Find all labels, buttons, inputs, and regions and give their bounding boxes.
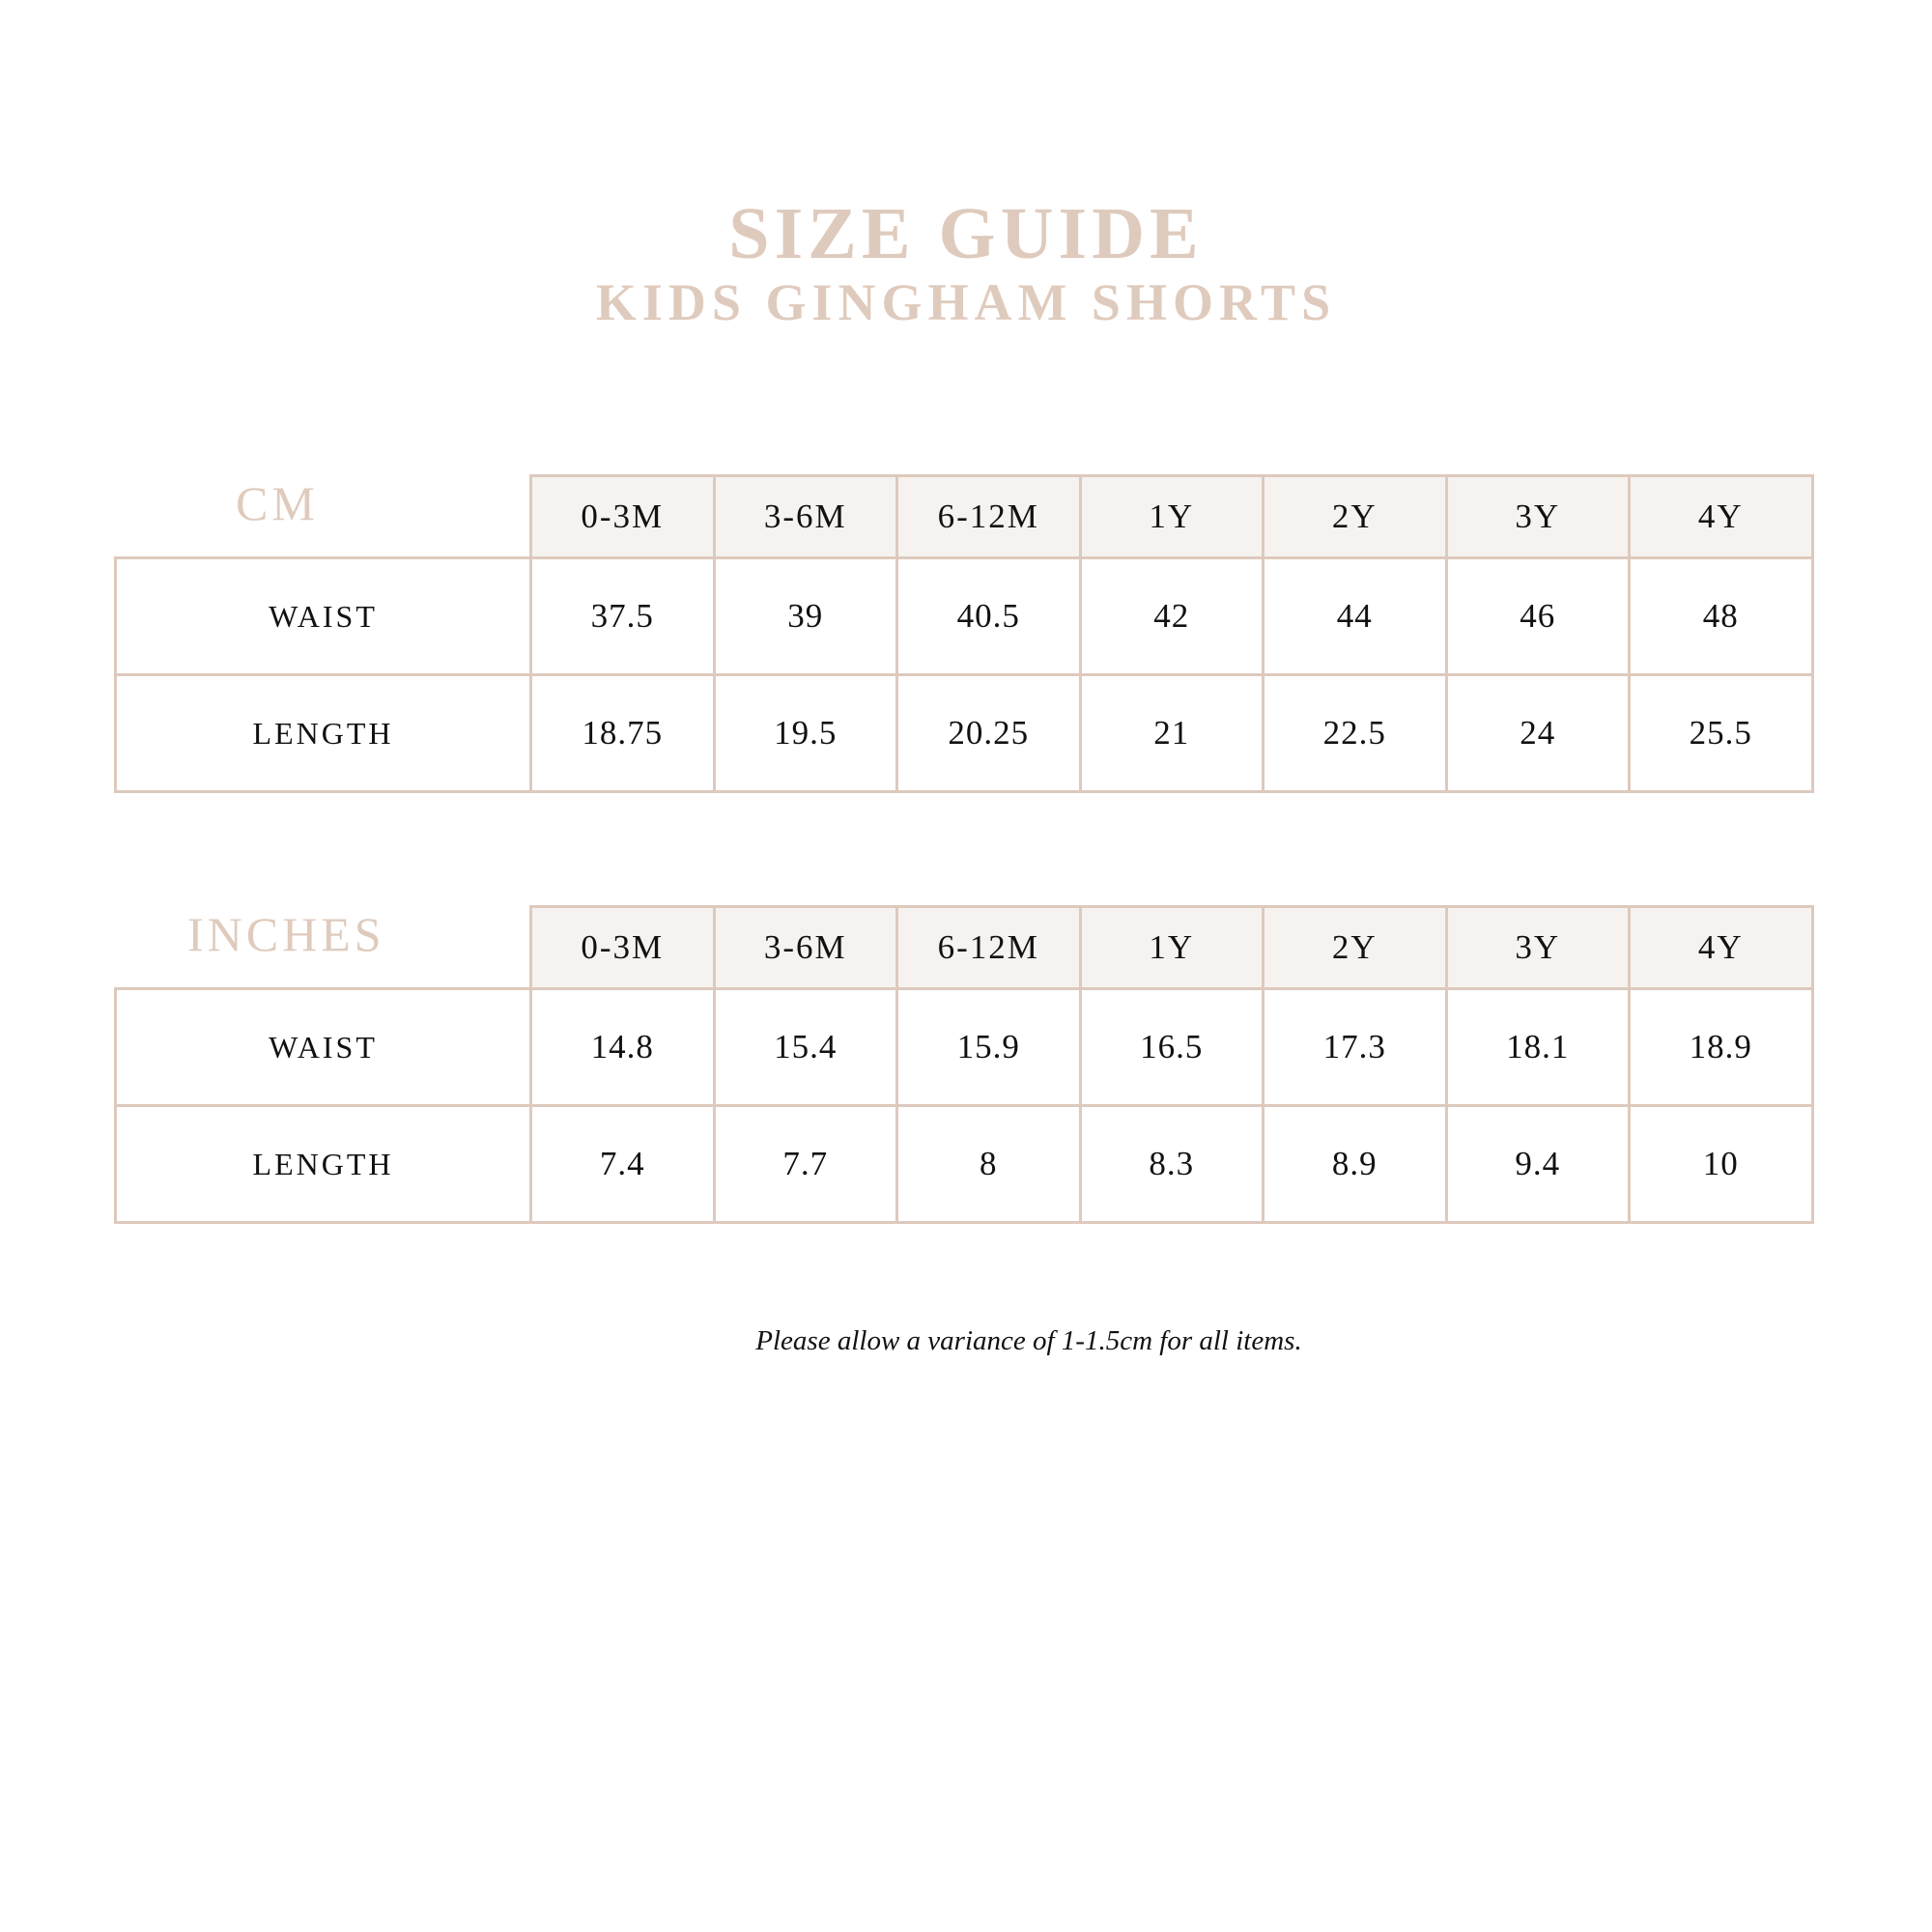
value-cell: 8.9	[1262, 1104, 1448, 1224]
value-cell: 15.9	[895, 987, 1082, 1107]
value-cell: 18.1	[1445, 987, 1632, 1107]
size-header-cell: 2Y	[1262, 474, 1448, 559]
value-cell: 10	[1628, 1104, 1814, 1224]
value-cell: 7.4	[529, 1104, 716, 1224]
value-cell: 8.3	[1079, 1104, 1265, 1224]
size-header-cell: 3Y	[1445, 474, 1632, 559]
row-label: WAIST	[114, 987, 532, 1107]
value-cell: 21	[1079, 673, 1265, 793]
value-cell: 20.25	[895, 673, 1082, 793]
size-header-cell: 1Y	[1079, 474, 1265, 559]
row-label: LENGTH	[114, 1104, 532, 1224]
value-cell: 22.5	[1262, 673, 1448, 793]
value-cell: 7.7	[713, 1104, 899, 1224]
page-title: SIZE GUIDE	[728, 193, 1204, 274]
value-cell: 18.9	[1628, 987, 1814, 1107]
size-header-cell: 1Y	[1079, 905, 1265, 990]
value-cell: 16.5	[1079, 987, 1265, 1107]
variance-note: Please allow a variance of 1-1.5cm for all items.	[755, 1325, 1302, 1356]
unit-label-inches: INCHES	[187, 907, 385, 961]
size-header-cell: 6-12M	[895, 905, 1082, 990]
size-header-cell: 3-6M	[713, 905, 899, 990]
value-cell: 39	[713, 556, 899, 676]
value-cell: 25.5	[1628, 673, 1814, 793]
size-header-cell: 0-3M	[529, 905, 716, 990]
page-subtitle: KIDS GINGHAM SHORTS	[595, 273, 1337, 331]
value-cell: 17.3	[1262, 987, 1448, 1107]
size-header-cell: 3-6M	[713, 474, 899, 559]
value-cell: 9.4	[1445, 1104, 1632, 1224]
size-header-cell: 0-3M	[529, 474, 716, 559]
size-header-cell: 4Y	[1628, 474, 1814, 559]
value-cell: 46	[1445, 556, 1632, 676]
value-cell: 42	[1079, 556, 1265, 676]
value-cell: 19.5	[713, 673, 899, 793]
value-cell: 24	[1445, 673, 1632, 793]
value-cell: 18.75	[529, 673, 716, 793]
value-cell: 15.4	[713, 987, 899, 1107]
value-cell: 14.8	[529, 987, 716, 1107]
value-cell: 44	[1262, 556, 1448, 676]
size-header-cell: 3Y	[1445, 905, 1632, 990]
value-cell: 37.5	[529, 556, 716, 676]
value-cell: 48	[1628, 556, 1814, 676]
value-cell: 40.5	[895, 556, 1082, 676]
size-header-cell: 2Y	[1262, 905, 1448, 990]
row-label: LENGTH	[114, 673, 532, 793]
unit-label-cm: CM	[236, 476, 319, 530]
size-header-cell: 4Y	[1628, 905, 1814, 990]
row-label: WAIST	[114, 556, 532, 676]
size-header-cell: 6-12M	[895, 474, 1082, 559]
value-cell: 8	[895, 1104, 1082, 1224]
